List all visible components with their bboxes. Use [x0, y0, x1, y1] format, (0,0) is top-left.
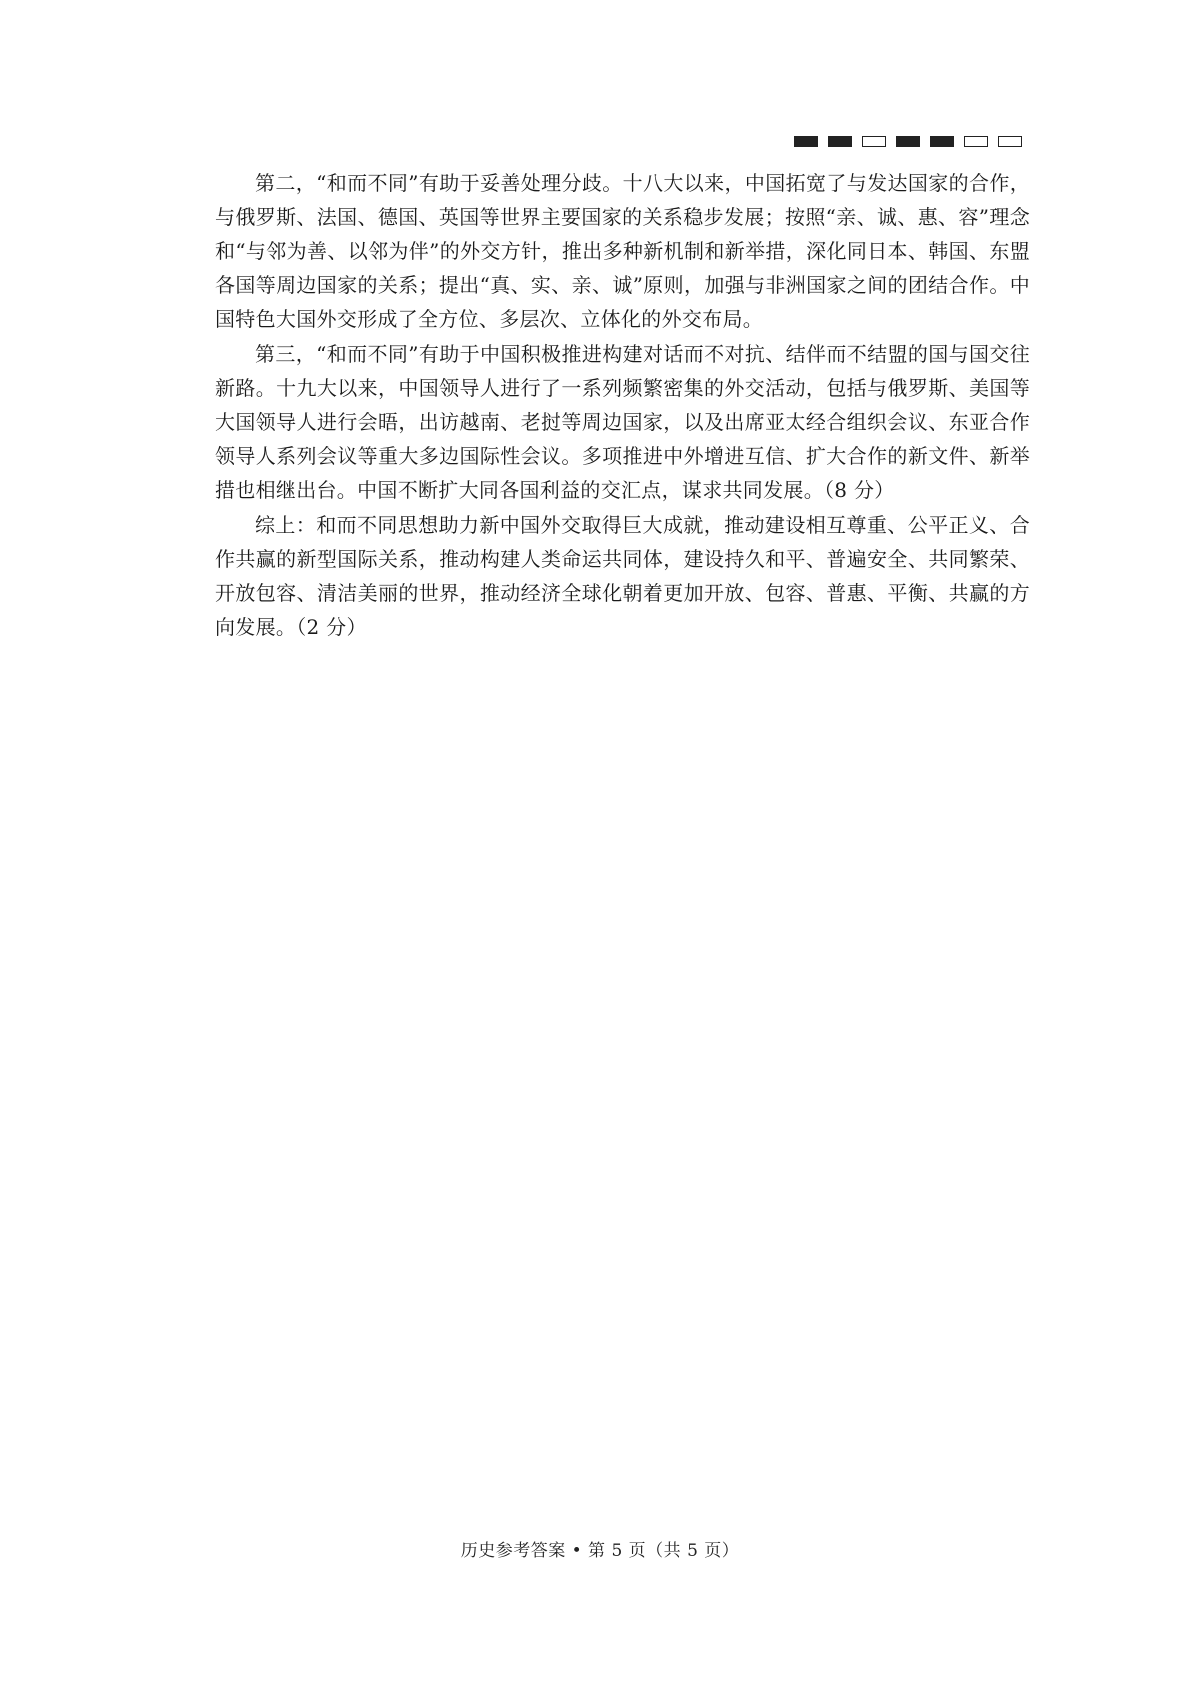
page-marker-row	[794, 136, 1022, 147]
page-marker	[794, 136, 818, 147]
page-marker	[862, 136, 886, 147]
page-marker	[998, 136, 1022, 147]
paragraph-summary: 综上：和而不同思想助力新中国外交取得巨大成就，推动建设相互尊重、公平正义、合作共赢的新型国际关系，推动构建人类命运共同体，建设持久和平、普遍安全、共同繁荣、开放包容、清洁美丽的世界，推动经济全球化朝着更加开放、包容、普惠、平衡、共赢的方向发展。（2 分）	[215, 513, 1030, 639]
paragraph-third-point: 第三，“和而不同”有助于中国积极推进构建对话而不对抗、结伴而不结盟的国与国交往新路。十九大以来，中国领导人进行了一系列频繁密集的外交活动，包括与俄罗斯、美国等大国领导人进行会晤，出访越南、老挝等周边国家，以及出席亚太经合组织会议、东亚合作领导人系列会议等重大多边国际性会议。多项推进中外增进互信、扩大合作的新文件、新举措也相继出台。中国不断扩大同各国利益的交汇点，谋求共同发展。（8 分）	[215, 342, 1030, 502]
page-footer: 历史参考答案 • 第 5 页（共 5 页）	[460, 1541, 740, 1561]
page-marker	[964, 136, 988, 147]
page-marker	[930, 136, 954, 147]
page-marker	[896, 136, 920, 147]
page-marker	[828, 136, 852, 147]
paragraph-second-point: 第二，“和而不同”有助于妥善处理分歧。十八大以来，中国拓宽了与发达国家的合作，与俄罗斯、法国、德国、英国等世界主要国家的关系稳步发展；按照“亲、诚、惠、容”理念和“与邻为善、以邻为伴”的外交方针，推出多种新机制和新举措，深化同日本、韩国、东盟各国等周边国家的关系；提出“真、实、亲、诚”原则，加强与非洲国家之间的团结合作。中国特色大国外交形成了全方位、多层次、立体化的外交布局。	[215, 171, 1030, 331]
answer-content	[215, 166, 1030, 645]
